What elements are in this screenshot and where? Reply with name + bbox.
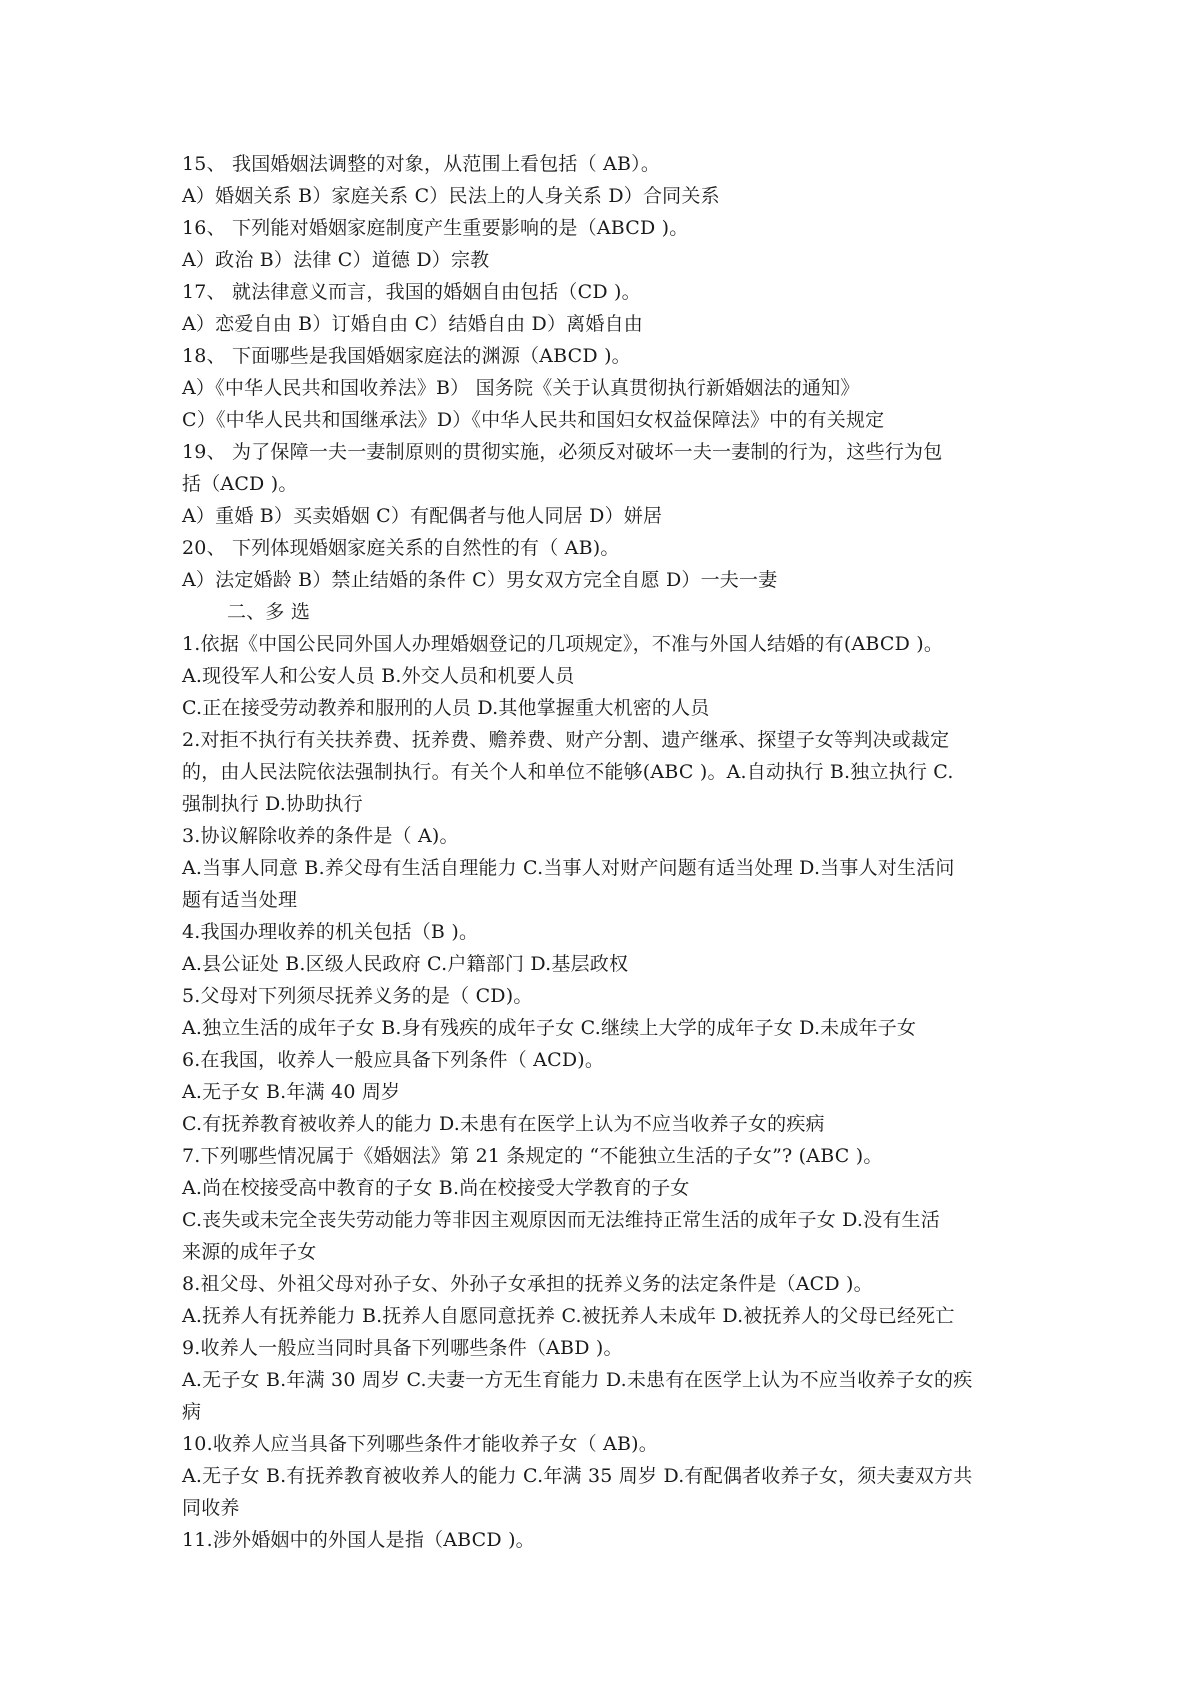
text-line: A.无子女 B.年满 30 周岁 C.夫妻一方无生育能力 D.未患有在医学上认为不应当收养子女的疾 xyxy=(182,1369,973,1391)
text-line: C.丧失或未完全丧失劳动能力等非因主观原因而无法维持正常生活的成年子女 D.没有生活 xyxy=(182,1209,940,1231)
text-line: 10.收养人应当具备下列哪些条件才能收养子女（ AB)。 xyxy=(182,1433,658,1455)
text-line: 括（ACD )。 xyxy=(182,473,298,495)
text-line: 9.收养人一般应当同时具备下列哪些条件（ABD )。 xyxy=(182,1337,623,1359)
text-line: 病 xyxy=(182,1401,202,1423)
text-line: 6.在我国，收养人一般应具备下列条件（ ACD)。 xyxy=(182,1049,605,1071)
text-line: 5.父母对下列须尽抚养义务的是（ CD)。 xyxy=(182,985,533,1007)
text-line: 15、 我国婚姻法调整的对象，从范围上看包括（ AB）。 xyxy=(182,153,661,175)
text-line: A.尚在校接受高中教育的子女 B.尚在校接受大学教育的子女 xyxy=(182,1177,690,1199)
text-line: C.有抚养教育被收养人的能力 D.未患有在医学上认为不应当收养子女的疾病 xyxy=(182,1113,825,1135)
text-line: 的，由人民法院依法强制执行。有关个人和单位不能够(ABC )。A.自动执行 B.独立执行 C. xyxy=(182,761,954,783)
text-line: 8.祖父母、外祖父母对孙子女、外孙子女承担的抚养义务的法定条件是（ACD )。 xyxy=(182,1273,873,1295)
text-line: 17、 就法律意义而言，我国的婚姻自由包括（CD )。 xyxy=(182,281,641,303)
text-line: A.抚养人有抚养能力 B.抚养人自愿同意抚养 C.被抚养人未成年 D.被抚养人的父母已经死亡 xyxy=(182,1305,955,1327)
text-line: C）《中华人民共和国继承法》D）《中华人民共和国妇女权益保障法》中的有关规定 xyxy=(182,409,885,431)
text-line: 20、 下列体现婚姻家庭关系的自然性的有（ AB)。 xyxy=(182,537,620,559)
text-line: A）法定婚龄 B）禁止结婚的条件 C）男女双方完全自愿 D）一夫一妻 xyxy=(182,569,778,591)
text-line: 来源的成年子女 xyxy=(182,1241,317,1263)
text-line: 3.协议解除收养的条件是（ A)。 xyxy=(182,825,459,847)
text-line: 7.下列哪些情况属于《婚姻法》第 21 条规定的 “不能独立生活的子女”? (ABC )。 xyxy=(182,1145,883,1167)
text-line: 题有适当处理 xyxy=(182,889,298,911)
text-line: A）恋爱自由 B）订婚自由 C）结婚自由 D）离婚自由 xyxy=(182,313,643,335)
text-line: 4.我国办理收养的机关包括（B )。 xyxy=(182,921,479,943)
text-line: 强制执行 D.协助执行 xyxy=(182,793,363,815)
text-line: A）婚姻关系 B）家庭关系 C）民法上的人身关系 D）合同关系 xyxy=(182,185,720,207)
section-heading: 二、多 选 xyxy=(227,601,311,623)
text-line: C.正在接受劳动教养和服刑的人员 D.其他掌握重大机密的人员 xyxy=(182,697,710,719)
text-line: A.当事人同意 B.养父母有生活自理能力 C.当事人对财产问题有适当处理 D.当事人对生活问 xyxy=(182,857,955,879)
text-line: A.县公证处 B.区级人民政府 C.户籍部门 D.基层政权 xyxy=(182,953,629,975)
text-line: 同收养 xyxy=(182,1497,240,1519)
text-line: 11.涉外婚姻中的外国人是指（ABCD )。 xyxy=(182,1529,535,1551)
text-line: 2.对拒不执行有关扶养费、抚养费、赡养费、财产分割、遗产继承、探望子女等判决或裁定 xyxy=(182,729,950,751)
text-line: A.无子女 B.年满 40 周岁 xyxy=(182,1081,401,1103)
document-body xyxy=(182,148,1022,1556)
text-line: A）重婚 B）买卖婚姻 C）有配偶者与他人同居 D）姘居 xyxy=(182,505,663,527)
text-line: 16、 下列能对婚姻家庭制度产生重要影响的是（ABCD )。 xyxy=(182,217,689,239)
text-line: A.无子女 B.有抚养教育被收养人的能力 C.年满 35 周岁 D.有配偶者收养子女，须夫妻双方共 xyxy=(182,1465,973,1487)
text-line: 1.依据《中国公民同外国人办理婚姻登记的几项规定》，不准与外国人结婚的有(ABCD )。 xyxy=(182,633,944,655)
text-line: A.现役军人和公安人员 B.外交人员和机要人员 xyxy=(182,665,575,687)
text-line: 18、 下面哪些是我国婚姻家庭法的渊源（ABCD )。 xyxy=(182,345,631,367)
text-line: A.独立生活的成年子女 B.身有残疾的成年子女 C.继续上大学的成年子女 D.未成年子女 xyxy=(182,1017,917,1039)
text-line: A）《中华人民共和国收养法》B） 国务院《关于认真贯彻执行新婚姻法的通知》 xyxy=(182,377,860,399)
text-line: 19、 为了保障一夫一妻制原则的贯彻实施，必须反对破坏一夫一妻制的行为，这些行为包 xyxy=(182,441,943,463)
text-line: A）政治 B）法律 C）道德 D）宗教 xyxy=(182,249,490,271)
